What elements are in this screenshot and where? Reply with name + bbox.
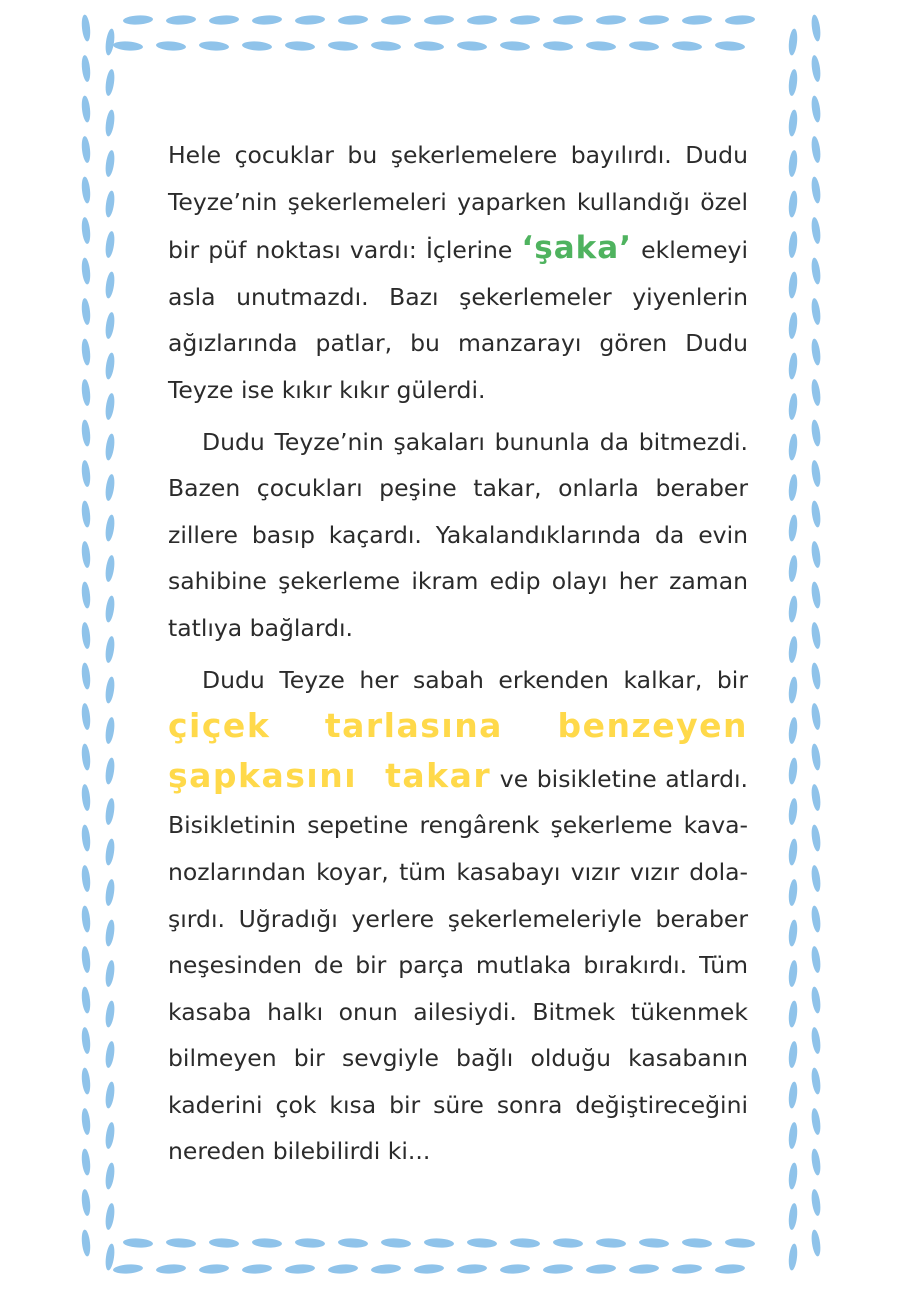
border-dash — [810, 946, 822, 974]
border-dash — [81, 1148, 92, 1176]
border-dash — [166, 15, 196, 26]
border-dash — [104, 514, 116, 542]
border-dash — [788, 676, 799, 704]
border-dash — [104, 1081, 116, 1109]
border-dash — [810, 622, 822, 650]
border-dash — [81, 622, 92, 650]
border-dash — [788, 636, 799, 664]
border-dash — [715, 40, 746, 51]
border-dash — [156, 1263, 187, 1274]
paragraph-3-text-a: Dudu Teyze her sabah erkenden kalkar, bir — [202, 665, 748, 694]
border-dash — [104, 1000, 116, 1028]
border-dash — [81, 14, 92, 42]
border-dash — [788, 1162, 799, 1190]
border-dash — [810, 703, 822, 731]
border-dash — [104, 676, 116, 704]
border-dash — [500, 40, 531, 51]
border-dash — [104, 190, 116, 218]
border-dash — [810, 743, 822, 771]
border-dash — [104, 636, 116, 664]
border-dash — [81, 824, 92, 852]
border-dash — [81, 176, 92, 204]
border-dash — [543, 1263, 574, 1274]
border-dash — [81, 500, 92, 528]
border-dash — [810, 1229, 822, 1257]
border-dash — [788, 433, 799, 461]
border-dash — [104, 838, 116, 866]
border-dash — [381, 1238, 411, 1249]
border-dash — [788, 109, 799, 137]
border-dash — [81, 1229, 92, 1257]
border-dash — [788, 1203, 799, 1231]
border-dash — [381, 15, 411, 26]
border-dash — [81, 1189, 92, 1217]
border-dash — [810, 14, 822, 42]
border-dash — [810, 1148, 822, 1176]
border-dash — [424, 1238, 454, 1249]
border-dash — [810, 55, 822, 83]
border-dash — [252, 1238, 282, 1249]
border-dash — [810, 905, 822, 933]
border-dash — [586, 40, 617, 51]
border-dash — [715, 1263, 746, 1274]
highlight-hat-phrase: çiçek tarlasına benzeyen şapkasını takar — [168, 706, 748, 795]
border-dash — [788, 757, 799, 785]
border-dash — [285, 40, 316, 51]
story-text-block — [168, 132, 748, 1175]
paragraph-1-text-b: eklemeyi asla unutmazdı. Bazı şekerlemeler yiyenlerin ağızlarında patlar, bu manzarayı gören Dudu Teyze ise kıkır kıkır gülerdi. — [168, 236, 748, 404]
border-dash — [510, 15, 540, 26]
border-dash — [810, 784, 822, 812]
border-dash — [81, 338, 92, 366]
border-dash — [788, 1041, 799, 1069]
border-dash — [788, 960, 799, 988]
border-dash — [328, 40, 359, 51]
paragraph-3 — [168, 657, 748, 1176]
border-dash — [788, 393, 799, 421]
border-dash — [467, 15, 497, 26]
border-dash — [209, 1238, 239, 1249]
border-dash — [788, 555, 799, 583]
border-dash — [810, 1108, 822, 1136]
border-dash — [810, 1027, 822, 1055]
border-dash — [104, 150, 116, 178]
border-dash — [810, 379, 822, 407]
border-dash — [788, 838, 799, 866]
border-dash — [788, 28, 799, 56]
border-dash — [81, 905, 92, 933]
border-dash — [810, 1067, 822, 1095]
border-dash — [543, 40, 574, 51]
border-dash — [788, 595, 799, 623]
paragraph-1-text-a: Hele çocuklar bu şekerlemelere bayılırdı. Dudu Teyze’nin şekerlemeleri yaparken kullandığı özel bir püf noktası vardı: İçlerine — [168, 141, 748, 265]
border-dash — [123, 15, 153, 26]
border-dash — [810, 662, 822, 690]
border-dash — [104, 69, 116, 97]
border-dash — [414, 1263, 445, 1274]
border-dash — [104, 433, 116, 461]
border-dash — [810, 500, 822, 528]
border-dash — [199, 40, 230, 51]
border-dash — [104, 879, 116, 907]
border-dash — [788, 150, 799, 178]
border-dash — [104, 919, 116, 947]
border-dash — [500, 1263, 531, 1274]
paragraph-3-text-b: ve bisikletine atlardı. Bisikletinin sepetine rengârenk şekerleme kavanozlarından koyar, tüm kasabayı vızır vızır dolaşırdı. Uğradığı yerlere şekerlemeleriyle beraber neşesinden de bir parça mutlaka bırakırdı. Tüm kasaba halkı onun ailesiydi. Bitmek tükenmek bilmeyen bir sevgiyle bağlı olduğu kasabanın kaderini çok kısa bir süre sonra değiştireceğini nereden bilebilirdi ki... — [168, 764, 748, 1166]
border-dash — [788, 1122, 799, 1150]
border-dash — [788, 879, 799, 907]
border-dash — [104, 474, 116, 502]
border-dash — [104, 555, 116, 583]
border-dash — [81, 95, 92, 123]
border-dash — [104, 798, 116, 826]
border-dash — [788, 1243, 799, 1271]
border-dash — [788, 474, 799, 502]
border-dash — [81, 541, 92, 569]
border-dash — [810, 1189, 822, 1217]
border-dash — [81, 986, 92, 1014]
border-dash — [104, 28, 116, 56]
border-dash — [242, 40, 273, 51]
border-dash — [81, 743, 92, 771]
border-dash — [81, 460, 92, 488]
border-dash — [81, 1108, 92, 1136]
border-dash — [81, 257, 92, 285]
border-dash — [810, 338, 822, 366]
border-dash — [672, 1263, 703, 1274]
border-dash — [596, 15, 626, 26]
border-dash — [629, 40, 660, 51]
border-dash — [810, 581, 822, 609]
border-dash — [113, 40, 144, 51]
border-dash — [81, 581, 92, 609]
border-dash — [81, 784, 92, 812]
border-dash — [788, 352, 799, 380]
border-dash — [810, 865, 822, 893]
border-dash — [810, 257, 822, 285]
border-dash — [113, 1263, 144, 1274]
border-dash — [457, 40, 488, 51]
border-dash — [104, 1243, 116, 1271]
border-dash — [338, 15, 368, 26]
border-dash — [810, 824, 822, 852]
border-dash — [242, 1263, 273, 1274]
border-dash — [639, 15, 669, 26]
border-dash — [81, 703, 92, 731]
paragraph-1 — [168, 132, 748, 414]
border-dash — [104, 960, 116, 988]
border-dash — [285, 1263, 316, 1274]
border-dash — [371, 40, 402, 51]
border-dash — [123, 1238, 153, 1249]
border-dash — [104, 109, 116, 137]
border-dash — [295, 15, 325, 26]
border-dash — [104, 595, 116, 623]
border-dash — [371, 1263, 402, 1274]
border-dash — [424, 15, 454, 26]
border-dash — [788, 1081, 799, 1109]
border-dash — [788, 514, 799, 542]
border-dash — [788, 231, 799, 259]
border-dash — [810, 419, 822, 447]
border-dash — [104, 393, 116, 421]
border-dash — [672, 40, 703, 51]
border-dash — [467, 1238, 497, 1249]
border-dash — [104, 1041, 116, 1069]
border-dash — [104, 1122, 116, 1150]
border-dash — [457, 1263, 488, 1274]
border-dash — [104, 717, 116, 745]
border-dash — [596, 1238, 626, 1249]
border-dash — [788, 717, 799, 745]
border-dash — [639, 1238, 669, 1249]
border-dash — [682, 1238, 712, 1249]
border-dash — [81, 298, 92, 326]
border-dash — [209, 15, 239, 26]
border-dash — [81, 217, 92, 245]
border-dash — [81, 419, 92, 447]
border-dash — [810, 298, 822, 326]
border-dash — [586, 1263, 617, 1274]
border-dash — [338, 1238, 368, 1249]
border-dash — [629, 1263, 660, 1274]
border-dash — [81, 865, 92, 893]
border-dash — [810, 541, 822, 569]
border-dash — [810, 217, 822, 245]
border-dash — [104, 1203, 116, 1231]
border-dash — [682, 15, 712, 26]
border-dash — [295, 1238, 325, 1249]
border-dash — [788, 1000, 799, 1028]
border-dash — [788, 312, 799, 340]
border-dash — [810, 136, 822, 164]
border-dash — [810, 176, 822, 204]
border-dash — [81, 136, 92, 164]
border-dash — [788, 798, 799, 826]
highlight-saka: ‘şaka’ — [521, 230, 632, 267]
border-dash — [104, 1162, 116, 1190]
border-dash — [81, 1067, 92, 1095]
border-dash — [725, 1238, 755, 1249]
border-dash — [788, 190, 799, 218]
border-dash — [81, 1027, 92, 1055]
border-dash — [104, 231, 116, 259]
border-dash — [510, 1238, 540, 1249]
border-dash — [156, 40, 187, 51]
border-dash — [104, 352, 116, 380]
border-dash — [104, 757, 116, 785]
border-dash — [104, 271, 116, 299]
paragraph-2-text: Dudu Teyze’nin şakaları bununla da bitmezdi. Bazen çocukları peşine takar, onlarla beraber zillere basıp kaçardı. Yakalandıklarında da evin sahibine şekerleme ikram edip olayı her zaman tatlıya bağlardı. — [168, 427, 748, 642]
border-dash — [81, 946, 92, 974]
border-dash — [104, 312, 116, 340]
border-dash — [810, 95, 822, 123]
border-dash — [725, 15, 755, 26]
border-dash — [553, 15, 583, 26]
border-dash — [328, 1263, 359, 1274]
border-dash — [81, 55, 92, 83]
border-dash — [414, 40, 445, 51]
border-dash — [199, 1263, 230, 1274]
border-dash — [81, 379, 92, 407]
border-dash — [788, 69, 799, 97]
paragraph-2 — [168, 419, 748, 652]
border-dash — [252, 15, 282, 26]
border-dash — [788, 919, 799, 947]
border-dash — [810, 986, 822, 1014]
border-dash — [81, 662, 92, 690]
border-dash — [166, 1238, 196, 1249]
border-dash — [810, 460, 822, 488]
border-dash — [788, 271, 799, 299]
border-dash — [553, 1238, 583, 1249]
